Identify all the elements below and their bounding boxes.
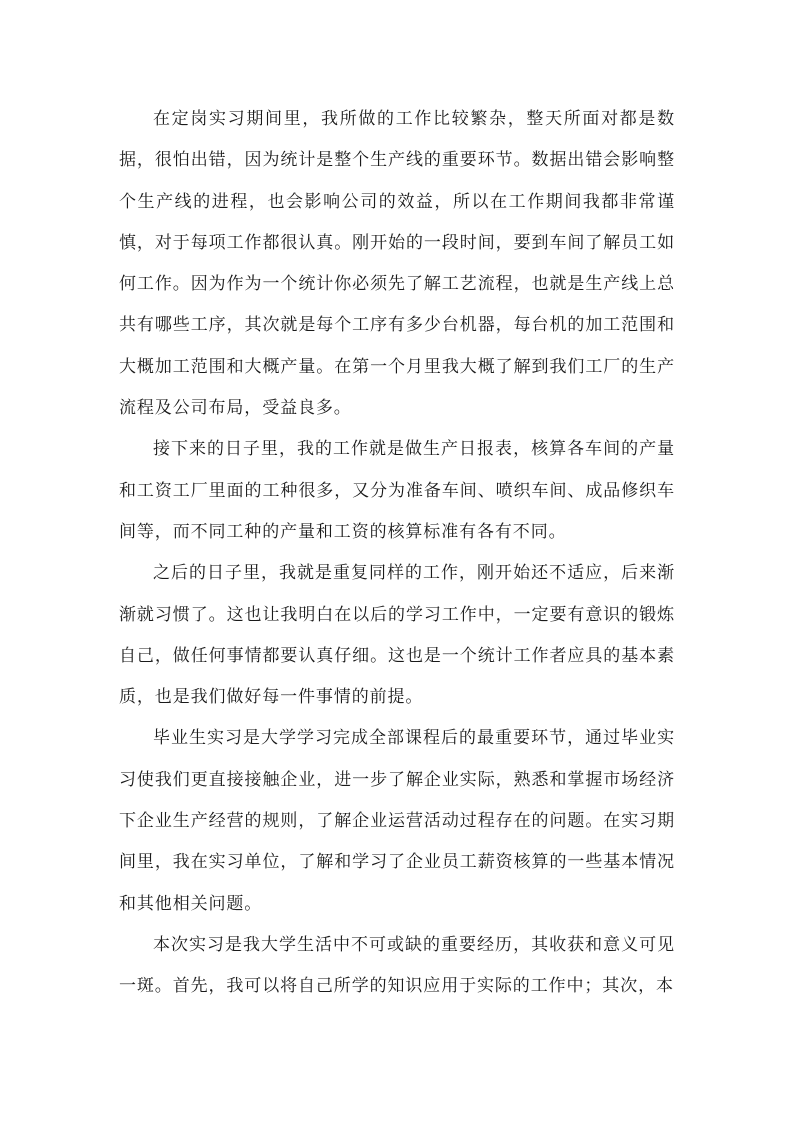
paragraph-1: 在定岗实习期间里，我所做的工作比较繁杂，整天所面对都是数据，很怕出错，因为统计是整个生产线的重要环节。数据出错会影响整个生产线的进程，也会影响公司的效益，所以在工作期间我都非常谨慎，对于每项工作都很认真。刚开始的一段时间，要到车间了解员工如何工作。因为作为一个统计你必须先了解工艺流程，也就是生产线上总共有哪些工序，其次就是每个工序有多少台机器，每台机的加工范围和大概加工范围和大概产量。在第一个月里我大概了解到我们工厂的生产流程及公司布局，受益良多。 <box>119 109 675 419</box>
paragraph-5: 本次实习是我大学生活中不可或缺的重要经历，其收获和意义可见一斑。首先，我可以将自己所学的知识应用于实际的工作中；其次，本 <box>119 934 675 997</box>
paragraph-2: 接下来的日子里，我的工作就是做生产日报表，核算各车间的产量和工资工厂里面的工种很多，又分为准备车间、喷织车间、成品修织车间等，而不同工种的产量和工资的核算标准有各有不同。 <box>119 439 675 542</box>
document-body <box>119 99 675 1008</box>
paragraph-3: 之后的日子里，我就是重复同样的工作，刚开始还不适应，后来渐渐就习惯了。这也让我明白在以后的学习工作中，一定要有意识的锻炼自己，做任何事情都要认真仔细。这也是一个统计工作者应具的基本素质，也是我们做好每一件事情的前提。 <box>119 563 675 708</box>
paragraph-4: 毕业生实习是大学学习完成全部课程后的最重要环节，通过毕业实习使我们更直接接触企业，进一步了解企业实际，熟悉和掌握市场经济下企业生产经营的规则，了解企业运营活动过程存在的问题。在实习期间里，我在实习单位，了解和学习了企业员工薪资核算的一些基本情况和其他相关问题。 <box>119 728 675 914</box>
